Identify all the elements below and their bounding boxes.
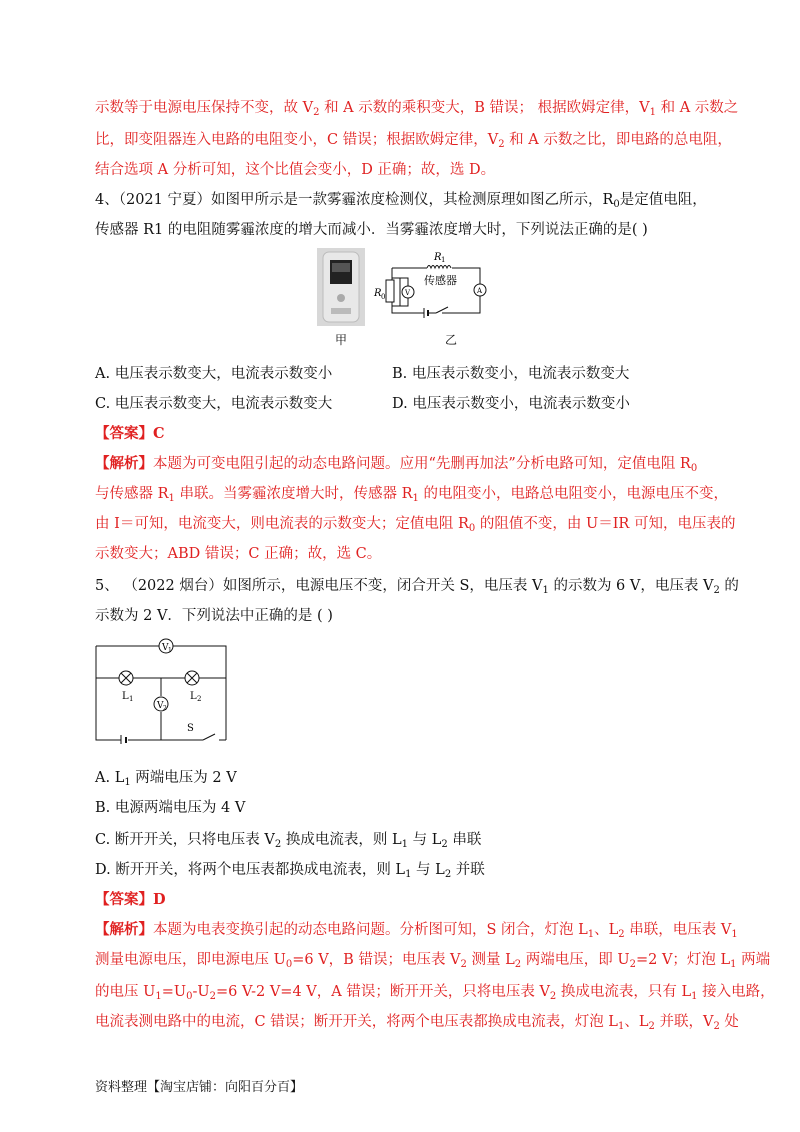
device-photo-svg (317, 248, 365, 326)
text: 串联。当雾霾浓度增大时，传感器 R (174, 486, 413, 502)
text: 测量 L (466, 952, 515, 968)
answer-value: C (153, 425, 165, 442)
q4-option-c[interactable]: C. 电压表示数变大，电流表示数变大 (95, 396, 333, 412)
q4-answer (95, 424, 165, 444)
analysis-label: 【解析】 (95, 921, 153, 938)
text: 的电阻变小，电路总电阻变小，电源电压不变， (418, 486, 729, 502)
text: =6 V-2 V=4 V，A 错误；断开开关，只将电压表 V (215, 984, 550, 1000)
text: 由 I＝可知，电流变大，则电流表的示数变大；定值电阻 R (95, 516, 469, 532)
text: 电流表测电路中的电流，C 错误；断开开关，将两个电压表都换成电流表，灯泡 L (95, 1014, 618, 1030)
sub: 2 (441, 839, 448, 850)
q5-option-c[interactable] (95, 830, 481, 850)
text: 换成电流表，则 L (281, 832, 402, 848)
device-photo (317, 248, 365, 326)
q4-analysis-3 (95, 514, 735, 534)
r0-label: R (374, 288, 382, 299)
circuit-diagram-yi (372, 248, 492, 338)
answer-value: D (153, 891, 166, 908)
q4-analysis-1 (95, 454, 697, 474)
question-5-stem-2: 示数为 2 V．下列说法中正确的是 ( ) (95, 608, 333, 624)
r1-label: R (434, 252, 442, 263)
text: 并联，V (654, 1014, 714, 1030)
l1-sub: 1 (129, 695, 134, 703)
answer-label: 【答案】 (95, 891, 153, 908)
sub: 1 (401, 839, 408, 850)
l2-label: L (190, 691, 197, 702)
sub: 1 (730, 959, 737, 970)
text: 串联 (447, 832, 482, 848)
q5-option-a[interactable] (95, 768, 237, 788)
text: 和 A 示数之比，即电路的总电阻， (504, 132, 732, 148)
sub: 1 (542, 585, 549, 596)
analysis-line: 结合选项 A 分析可知，这个比值会变小，D 正确；故，选 D。 (95, 162, 496, 178)
text: 两端 (736, 952, 771, 968)
sub: 1 (731, 929, 738, 940)
text: 两端电压，即 U (521, 952, 630, 968)
sub: 2 (713, 585, 720, 596)
text: =6 V，B 错误；电压表 V (292, 952, 461, 968)
sub: 2 (498, 139, 505, 150)
sub: 2 (444, 869, 452, 880)
question-5-stem (95, 576, 739, 596)
text: =U (161, 984, 187, 1000)
sub: 1 (168, 493, 175, 504)
question-4-stem (95, 190, 707, 210)
q5-analysis-2 (95, 950, 770, 970)
circuit-diagram-q5 (93, 632, 233, 744)
sub: 1 (587, 929, 595, 940)
text: 两端电压为 2 V (130, 770, 237, 786)
text: 与 L (408, 832, 442, 848)
analysis-label: 【解析】 (95, 455, 153, 472)
text: 本题为可变电阻引起的动态电路问题。应用“先删再加法”分析电路可知，定值电阻 R (153, 456, 691, 472)
text: 与传感器 R (95, 486, 169, 502)
text: C. 断开开关，只将电压表 V (95, 832, 275, 848)
text: 的阻值不变，由 U＝IR 可知，电压表的 (475, 516, 736, 532)
sub: 2 (713, 1021, 720, 1032)
sub: 2 (648, 1021, 655, 1032)
text: 测量电源电压，即电源电压 U (95, 952, 286, 968)
sub: 1 (649, 107, 656, 118)
q4-analysis-4: 示数变大；ABD 错误；C 正确；故，选 C。 (95, 546, 382, 562)
question-4-stem-2: 传感器 R1 的电阻随雾霾浓度的增大而减小．当雾霾浓度增大时，下列说法正确的是( ) (95, 222, 648, 238)
text: 与 L (411, 862, 445, 878)
sub: 2 (618, 929, 625, 940)
sub: 2 (274, 839, 282, 850)
text: 的电压 U (95, 984, 156, 1000)
sub: 2 (313, 107, 320, 118)
l1-label: L (122, 691, 129, 702)
sensor-label: 传感器 (424, 274, 457, 287)
s-label: S (187, 723, 194, 734)
text: 接入电路， (697, 984, 775, 1000)
sub: 1 (405, 869, 412, 880)
sub: 1 (412, 493, 419, 504)
v1-sub: 1 (168, 647, 172, 654)
r0-sub: 0 (381, 293, 386, 301)
text: 和 A 示数的乘积变大，B 错误； 根据欧姆定律，V (319, 100, 650, 116)
q5-analysis-3 (95, 982, 775, 1002)
text: 示数等于电源电压保持不变，故 V (95, 100, 314, 116)
sub: 0 (690, 463, 698, 474)
page-footer: 资料整理【淘宝店铺：向阳百分百】 (95, 1080, 304, 1095)
text: 是定值电阻， (619, 192, 707, 208)
sub: 2 (209, 991, 216, 1002)
sub: 2 (629, 959, 636, 970)
text: 和 A 示数之 (656, 100, 739, 116)
q4-option-d[interactable]: D. 电压表示数变小，电流表示数变小 (392, 396, 630, 412)
figure-label-yi: 乙 (445, 333, 458, 347)
analysis-line (95, 130, 732, 150)
q5-analysis-4 (95, 1012, 739, 1032)
text: 处 (719, 1014, 739, 1030)
r1-sub: 1 (441, 256, 446, 264)
q5-option-b[interactable]: B. 电源两端电压为 4 V (95, 800, 246, 816)
sub: 0 (285, 959, 293, 970)
circuit-q5-svg (93, 632, 233, 744)
text: 、L (624, 1014, 649, 1030)
q5-answer (95, 890, 166, 910)
text: 并联 (451, 862, 485, 878)
circuit-yi-svg (372, 248, 492, 338)
analysis-line (95, 98, 738, 118)
sub: 1 (691, 991, 698, 1002)
sub: 1 (124, 777, 131, 788)
sub: 2 (549, 991, 557, 1002)
sub: 1 (617, 1021, 625, 1032)
sub: 2 (460, 959, 467, 970)
text: 比，即变阻器连入电路的电阻变小，C 错误；根据欧姆定律，V (95, 132, 499, 148)
l2-sub: 2 (197, 695, 202, 703)
q4-option-b[interactable]: B. 电压表示数变小，电流表示数变大 (392, 366, 630, 382)
q5-analysis-1 (95, 920, 738, 940)
text: 4、（2021 宁夏）如图甲所示是一款雾霾浓度检测仪，其检测原理如图乙所示，R (95, 192, 614, 208)
figure-label-jia: 甲 (335, 333, 348, 347)
text: 的示数为 6 V，电压表 V (548, 578, 714, 594)
sub: 1 (155, 991, 162, 1002)
a-label: A (477, 287, 483, 295)
q4-option-a[interactable]: A. 电压表示数变大，电流表示数变小 (95, 366, 333, 382)
text: 5、 （2022 烟台）如图所示，电源电压不变，闭合开关 S，电压表 V (95, 578, 543, 594)
v-label: V (405, 289, 411, 297)
sub: 0 (613, 199, 620, 210)
text: 、L (594, 922, 619, 938)
sub: 0 (468, 523, 476, 534)
text: 串联，电压表 V (624, 922, 732, 938)
answer-label: 【答案】 (95, 425, 153, 442)
text: 本题为电表变换引起的动态电路问题。分析图可知，S 闭合，灯泡 L (153, 922, 588, 938)
sub: 2 (514, 959, 522, 970)
text: -U (192, 984, 210, 1000)
text: D. 断开开关，将两个电压表都换成电流表，则 L (95, 862, 406, 878)
q4-analysis-2 (95, 484, 728, 504)
sub: 0 (186, 991, 193, 1002)
text: A. L (95, 770, 125, 786)
v2-sub: 2 (163, 705, 167, 712)
text: 换成电流表，只有 L (556, 984, 692, 1000)
v2-label: V (157, 701, 164, 711)
v1-label: V (162, 643, 169, 653)
text: =2 V；灯泡 L (635, 952, 731, 968)
text: 的 (719, 578, 739, 594)
q5-option-d[interactable] (95, 860, 485, 880)
